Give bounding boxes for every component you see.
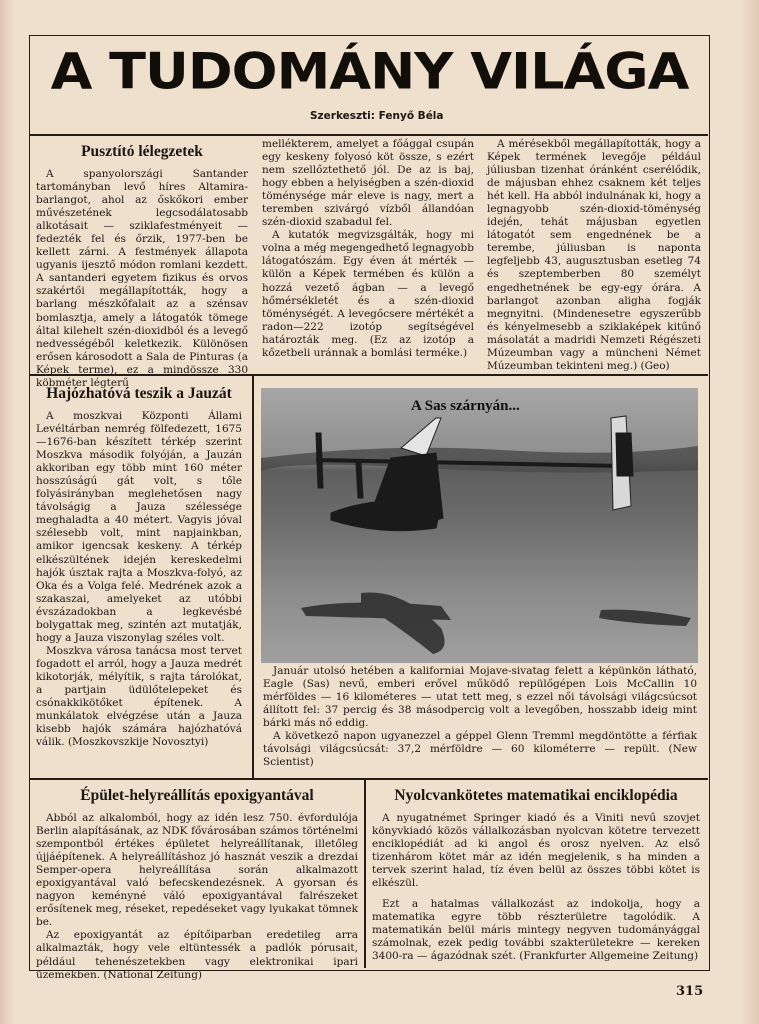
editor-credit: Szerkeszti: Fenyő Béla	[310, 110, 444, 122]
article-3-paragraph-2: Az epoxigyantát az építőiparban eredetileg arra alkalmazták, hogy vele eltüntessék a padlók pórusait, például tehenészetekben vagy elektronikai ipari üzemekben. (National Zeitung)	[36, 929, 358, 981]
article-1-paragraph-2: mellékterem, amelyet a főággal csupán egy keskeny folyosó köt össze, s ezért nem szellőztethető jól. De az is baj, hogy ebben a helyiségben a szén-dioxid töménysége már eleve is nagy, mert a teremben szivárgó vízből állandóan szén-dioxid szabadul fel.	[262, 138, 474, 229]
article-1-paragraph-3: A kutatók megvizsgálták, hogy mi volna a még megengedhető legnagyobb látogatószám. Egy éven át mérték — külön a Képek termében és külön a hozzá vezető ágban — a levegő hőmérsékletét és a szén-dioxid töménységét. A levegőcsere mértékét a radon—222 izotóp segítségével határozták meg. (Ez az izotóp a kőzetbeli uránnak a bomlási terméke.)	[262, 229, 474, 359]
article-3-heading: Épület-helyreállítás epoxigyantával	[80, 787, 314, 804]
article-1-col-2	[262, 138, 474, 370]
article-3-paragraph-1: Abból az alkalomból, hogy az idén lesz 750. évfordulója Berlin alapításának, az NDK fővárosában számos történelmi szempontból értékes épületet helyreállítanak, illetőleg újjáépítenek. A helyreállításhoz jó hasznát veszik a drezdai Semper-opera helyreállítása során alkalmazott epoxigyantával való befecskendezésnek. A gyorsan és nagyon keményné váló epoxigyantával falrészeket erősítenek meg, réseket, repedéseket vagy lyukakat tömnek be.	[36, 812, 358, 929]
article-2-paragraph-1: A moszkvai Központi Állami Levéltárban nemrég fölfedezett, 1675—1676-ban készített térkép szerint Moszkva második folyóján, a Jauzán akkoriban egy több mint 160 méter hosszúságú gát volt, s tőle folyásirányban meglehetősen nagy távolságig a Jauza szélessége meghaladta a 40 métert. Vagyis jóval szélesebb volt, mint napjainkban, amikor igencsak keskeny. A térkép elkészültének idején kereskedelmi hajók úsztak rajta a Moszkva-folyó, az Oka és a Volga felé. Medrének azok a szakaszai, amelyeket az utóbbi évszázadokban a legkevésbé bolygattak meg, szintén azt mutatják, hogy a Jauza viszonylag széles volt.	[36, 410, 242, 644]
column-rule-2	[364, 780, 366, 968]
section-rule-2	[30, 778, 708, 780]
article-4-paragraph-2: Ezt a hatalmas vállalkozást az indokolja, hogy a matematika egyre több részterületre tagolódik. A matematikán belül máris mintegy negyven tudományággal számolnak, ezek pedig további szakterületekre — kereken 3400-ra — ágazódnak szét. (Frankfurter Allgemeine Zeitung)	[372, 898, 700, 963]
article-1-col-1	[36, 142, 248, 389]
article-1-paragraph-1: A spanyolországi Santander tartományban levő híres Altamira-barlangot, ahol az őskőkori ember művészetének legcsodálatosabb alkotásait — sziklafestményeit — fedezték fel és őrzik, 1977-ben be kellett zárni. A festmények állapota ugyanis ijesztő módon romlani kezdett. A santanderi egyetem fizikus és orvos szakértői megállapították, hogy a barlang mészkőfalait az a szénsav bomlasztja, amely a látogatók tömege által kilehelt szén-dioxidból és a levegő nedvességéből keletkezik. Különösen erősen károsodott a Sala de Pinturas (a Képek terme), ez a mindössze 330 köbméter légterű	[36, 168, 248, 389]
photo-caption-paragraph-2: A következő napon ugyanezzel a géppel Glenn Tremml megdöntötte a férfiak távolsági világcsúcsát: 37,2 mérföldre — 60 kilométerre — repült. (New Scientist)	[263, 730, 697, 768]
article-3-column	[36, 786, 358, 981]
page-number: 315	[676, 984, 704, 999]
photo-title: A Sas szárnyán...	[411, 398, 520, 414]
article-1-heading: Pusztító lélegzetek	[81, 143, 203, 160]
article-4-heading: Nyolcvankötetes matematikai enciklopédia	[394, 787, 678, 804]
page-title: A TUDOMÁNY VILÁGA	[50, 42, 689, 101]
article-2-column	[36, 384, 242, 774]
photo-caption	[263, 665, 697, 773]
header-rule	[30, 134, 708, 136]
column-rule-1	[252, 376, 254, 778]
photo-caption-paragraph-1: Január utolsó hetében a kaliforniai Mojave-sivatag felett a képünkön látható, Eagle (Sas) nevű, emberi erővel működő repülőgépen Lois McCallin 10 mérföldes — 16 kilométeres — utat tett meg, s ezzel női távolsági világcsúcsot állított fel: 37 percig és 38 másodpercig volt a levegőben, hosszabb ideig mint bárki más nő eddig.	[263, 665, 697, 729]
article-4-column	[372, 786, 700, 964]
article-1-col-3	[487, 138, 701, 370]
article-2-heading: Hajózhatóvá teszik a Jauzát	[46, 385, 232, 402]
article-2-paragraph-2: Moszkva városa tanácsa most tervet fogadott el arról, hogy a Jauza medrét kikotorják, mélyítik, s rajta tárolókat, a partjain üdülőtelepeket és csónakkikötőket építenek. A munkálatok elvégzése után a Jauza kisebb hajók számára hajózhatóvá válik. (Moszkovszkije Novosztyi)	[36, 644, 242, 749]
human-powered-aircraft-image	[261, 388, 698, 663]
article-4-paragraph-1: A nyugatnémet Springer kiadó és a Viniti nevű szovjet könyvkiadó közös vállalkozásban nyolcvan kötetre tervezett enciklopédiát ad ki angol és orosz nyelven. Az első tizenhárom kötet már az idén megjelenik, s ha minden a tervek szerint halad, tíz éven belül az összes többi kötet is elkészül.	[372, 812, 700, 890]
article-1-paragraph-4: A mérésekből megállapították, hogy a Képek termének levegője például júliusban tizenhat óránként cserélődik, de májusban ehhez csaknem két teljes hét kell. Ha abból indulnának ki, hogy a legnagyobb szén-dioxid-töménység idején, tehát májusban egyetlen látogatót sem engednének be a terembe, júliusban is naponta legfeljebb 43, augusztusban esetleg 74 és szeptemberben 80 személyt engedhetnének be egy-egy órára. A barlangot azonban aligha fogják megnyitni. (Mindenesetre egyszerűbb és kényelmesebb a sziklaképek kitűnő másolatát a madridi Nemzeti Régészeti Múzeumban vagy a müncheni Német Múzeumban tekinteni meg.) (Geo)	[487, 138, 701, 372]
aircraft-photo	[261, 388, 698, 663]
